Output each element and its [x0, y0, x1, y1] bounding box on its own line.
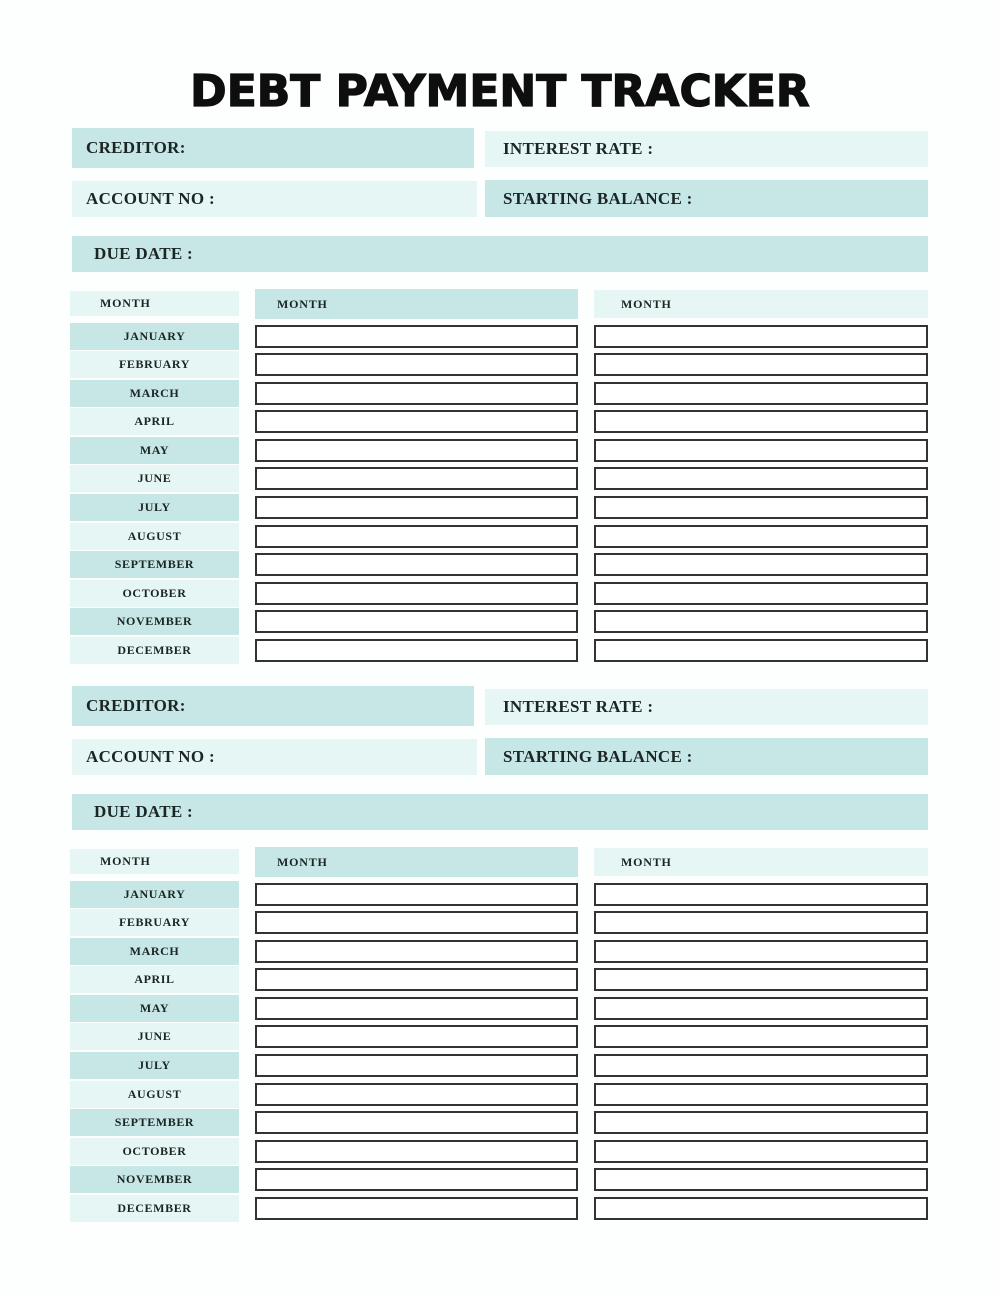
month-label: AUGUST — [70, 1081, 239, 1108]
payment-input[interactable] — [594, 467, 928, 490]
column-gap — [578, 966, 594, 993]
table-row — [70, 323, 928, 350]
month-label: DECEMBER — [70, 637, 239, 664]
column-gap — [239, 881, 255, 908]
month-label: JANUARY — [70, 323, 239, 350]
starting-balance-label: STARTING BALANCE : — [503, 746, 693, 766]
payment-input[interactable] — [255, 410, 578, 433]
column-gap — [578, 351, 594, 378]
column-gap — [239, 1109, 255, 1136]
payment-input[interactable] — [594, 940, 928, 963]
column-gap — [578, 995, 594, 1022]
due-date-field[interactable] — [72, 794, 928, 830]
column-gap — [239, 608, 255, 635]
table-row — [70, 1109, 928, 1136]
payment-input[interactable] — [255, 553, 578, 576]
payment-input[interactable] — [255, 1025, 578, 1048]
column-gap — [239, 1138, 255, 1165]
column-gap — [239, 351, 255, 378]
column-gap — [578, 551, 594, 578]
payment-input[interactable] — [594, 968, 928, 991]
starting-balance-field[interactable] — [485, 738, 928, 775]
column-gap — [239, 909, 255, 936]
column-gap — [578, 1052, 594, 1079]
column-gap — [239, 637, 255, 664]
account-no-field[interactable] — [72, 181, 477, 217]
interest-rate-label: INTEREST RATE : — [503, 697, 654, 716]
payment-input[interactable] — [594, 525, 928, 548]
month-label: JULY — [70, 1052, 239, 1079]
column-gap — [578, 938, 594, 965]
column-gap — [239, 408, 255, 435]
payment-input[interactable] — [255, 610, 578, 633]
table-row — [70, 608, 928, 635]
column-gap — [578, 909, 594, 936]
payment-input[interactable] — [255, 1197, 578, 1220]
payment-input[interactable] — [255, 525, 578, 548]
payment-input[interactable] — [255, 382, 578, 405]
column-gap — [578, 580, 594, 607]
table-row — [70, 1052, 928, 1079]
table-row — [70, 351, 928, 378]
payment-input[interactable] — [594, 883, 928, 906]
table-row — [70, 995, 928, 1022]
table-row — [70, 1081, 928, 1108]
table-row — [70, 938, 928, 965]
column-gap — [578, 380, 594, 407]
column-gap — [578, 1023, 594, 1050]
column-gap — [578, 523, 594, 550]
month-label: MARCH — [70, 938, 239, 965]
month-label: APRIL — [70, 966, 239, 993]
table-header-row — [70, 847, 928, 877]
month-label: OCTOBER — [70, 1138, 239, 1165]
table-row — [70, 494, 928, 521]
payment-input[interactable] — [255, 1054, 578, 1077]
account-no-label: ACCOUNT NO : — [86, 189, 215, 208]
month-label: SEPTEMBER — [70, 1109, 239, 1136]
payment-input[interactable] — [255, 353, 578, 376]
table-row — [70, 909, 928, 936]
payment-input[interactable] — [594, 553, 928, 576]
due-date-label: DUE DATE : — [94, 244, 194, 263]
column-gap — [578, 494, 594, 521]
payment-input[interactable] — [255, 439, 578, 462]
payment-input[interactable] — [594, 997, 928, 1020]
table-row — [70, 1195, 928, 1222]
month-column-header: MONTH — [594, 290, 928, 318]
column-gap — [578, 1138, 594, 1165]
creditor-label: CREDITOR: — [86, 696, 186, 715]
column-gap — [239, 1195, 255, 1222]
table-row — [70, 465, 928, 492]
payment-input[interactable] — [594, 1083, 928, 1106]
table-header-row — [70, 289, 928, 319]
payment-input[interactable] — [594, 1025, 928, 1048]
column-gap — [239, 323, 255, 350]
account-no-field[interactable] — [72, 739, 477, 775]
payment-input[interactable] — [594, 353, 928, 376]
month-column-header: MONTH — [594, 848, 928, 876]
page-title: DEBT PAYMENT TRACKER — [190, 66, 810, 117]
month-label: JUNE — [70, 1023, 239, 1050]
payment-table — [70, 289, 928, 666]
month-label: OCTOBER — [70, 580, 239, 607]
interest-rate-label: INTEREST RATE : — [503, 139, 654, 158]
interest-rate-field[interactable] — [485, 689, 928, 725]
column-gap — [578, 323, 594, 350]
table-row — [70, 637, 928, 664]
payment-table — [70, 847, 928, 1224]
payment-input[interactable] — [255, 1111, 578, 1134]
payment-input[interactable] — [255, 1083, 578, 1106]
month-column-header: MONTH — [70, 291, 239, 316]
table-row — [70, 408, 928, 435]
column-gap — [239, 523, 255, 550]
month-label: NOVEMBER — [70, 608, 239, 635]
month-column-header: MONTH — [255, 289, 578, 319]
month-label: NOVEMBER — [70, 1166, 239, 1193]
column-gap — [578, 465, 594, 492]
column-gap — [578, 608, 594, 635]
column-gap — [578, 1081, 594, 1108]
payment-input[interactable] — [255, 1140, 578, 1163]
payment-input[interactable] — [594, 1140, 928, 1163]
creditor-label: CREDITOR: — [86, 138, 186, 157]
table-row — [70, 1166, 928, 1193]
table-row — [70, 966, 928, 993]
column-gap — [239, 551, 255, 578]
column-gap — [239, 437, 255, 464]
payment-input[interactable] — [594, 911, 928, 934]
payment-input[interactable] — [594, 1054, 928, 1077]
interest-rate-field[interactable] — [485, 131, 928, 167]
month-label: MARCH — [70, 380, 239, 407]
starting-balance-field[interactable] — [485, 180, 928, 217]
payment-input[interactable] — [594, 496, 928, 519]
payment-input[interactable] — [255, 997, 578, 1020]
payment-input[interactable] — [594, 382, 928, 405]
column-gap — [578, 637, 594, 664]
column-gap — [239, 380, 255, 407]
month-label: DECEMBER — [70, 1195, 239, 1222]
month-label: SEPTEMBER — [70, 551, 239, 578]
month-label: FEBRUARY — [70, 909, 239, 936]
payment-input[interactable] — [255, 582, 578, 605]
column-gap — [239, 494, 255, 521]
payment-input[interactable] — [255, 1168, 578, 1191]
column-gap — [239, 966, 255, 993]
month-label: APRIL — [70, 408, 239, 435]
table-row — [70, 437, 928, 464]
column-gap — [239, 1023, 255, 1050]
column-gap — [578, 408, 594, 435]
payment-input[interactable] — [594, 1168, 928, 1191]
column-gap — [239, 1052, 255, 1079]
payment-input[interactable] — [594, 1197, 928, 1220]
payment-input[interactable] — [594, 325, 928, 348]
table-row — [70, 1138, 928, 1165]
column-gap — [578, 1195, 594, 1222]
month-column-header: MONTH — [70, 849, 239, 874]
payment-input[interactable] — [594, 439, 928, 462]
payment-input[interactable] — [594, 582, 928, 605]
month-label: MAY — [70, 437, 239, 464]
creditor-field[interactable] — [72, 128, 474, 168]
payment-input[interactable] — [255, 883, 578, 906]
payment-input[interactable] — [255, 940, 578, 963]
month-column-header: MONTH — [255, 847, 578, 877]
column-gap — [578, 881, 594, 908]
payment-input[interactable] — [255, 639, 578, 662]
due-date-label: DUE DATE : — [94, 802, 194, 821]
column-gap — [578, 437, 594, 464]
month-label: FEBRUARY — [70, 351, 239, 378]
month-label: JULY — [70, 494, 239, 521]
payment-input[interactable] — [594, 1111, 928, 1134]
table-row — [70, 1023, 928, 1050]
table-row — [70, 380, 928, 407]
payment-input[interactable] — [594, 610, 928, 633]
starting-balance-label: STARTING BALANCE : — [503, 188, 693, 208]
column-gap — [578, 1166, 594, 1193]
payment-input[interactable] — [255, 496, 578, 519]
payment-input[interactable] — [255, 467, 578, 490]
creditor-field[interactable] — [72, 686, 474, 726]
column-gap — [239, 465, 255, 492]
column-gap — [578, 1109, 594, 1136]
column-gap — [239, 1081, 255, 1108]
month-label: MAY — [70, 995, 239, 1022]
column-gap — [239, 1166, 255, 1193]
column-gap — [239, 938, 255, 965]
payment-input[interactable] — [255, 968, 578, 991]
payment-input[interactable] — [594, 639, 928, 662]
due-date-field[interactable] — [72, 236, 928, 272]
account-no-label: ACCOUNT NO : — [86, 747, 215, 766]
month-label: JUNE — [70, 465, 239, 492]
table-row — [70, 523, 928, 550]
table-row — [70, 580, 928, 607]
payment-input[interactable] — [255, 911, 578, 934]
table-row — [70, 551, 928, 578]
payment-input[interactable] — [255, 325, 578, 348]
column-gap — [239, 995, 255, 1022]
payment-input[interactable] — [594, 410, 928, 433]
column-gap — [239, 580, 255, 607]
month-label: AUGUST — [70, 523, 239, 550]
table-row — [70, 881, 928, 908]
month-label: JANUARY — [70, 881, 239, 908]
